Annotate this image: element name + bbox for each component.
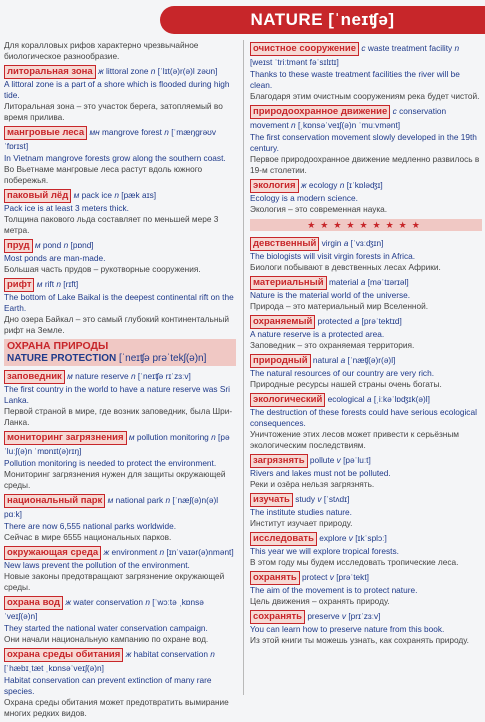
entry-head — [4, 189, 236, 203]
headword: сохранять — [250, 610, 305, 624]
headword: материальный — [250, 276, 327, 290]
headword: природный — [250, 354, 311, 368]
pronunciation: [ˈneɪʧə rɪˈzɜːv] — [137, 371, 191, 381]
headword: девственный — [250, 237, 319, 251]
intro-text: Для коралловых рифов характерно чрезвычайное биологическое разнообразие. — [4, 40, 199, 61]
headword: экология — [250, 179, 299, 193]
pronunciation: [weɪst ˈtriːtmənt fəˈsɪlɪtɪ] — [250, 57, 339, 67]
translation: mangrove forest — [102, 127, 162, 137]
entry-head — [4, 278, 236, 292]
dictionary-entry — [250, 276, 482, 312]
example-en: The biologists will visit virgin forests in Africa. — [250, 251, 416, 261]
pronunciation: [ˈlɪt(ə)r(ə)l zəʊn] — [157, 66, 218, 76]
part-of-speech: a — [340, 355, 346, 365]
example-en: The institute studies nature. — [250, 507, 352, 517]
column-divider — [243, 40, 244, 695]
entry-head — [4, 239, 236, 253]
dictionary-entry — [250, 354, 482, 390]
part-of-speech: n — [159, 547, 165, 557]
example-ru: Новые законы предотвращают загрязнение окружающей среды. — [4, 571, 225, 592]
section-title-ru: ОХРАНА ПРИРОДЫ — [7, 340, 109, 352]
entry-head — [250, 610, 482, 624]
right-entry-list — [250, 42, 482, 215]
dictionary-entry — [4, 239, 236, 275]
translation: protected — [317, 316, 353, 326]
example-en: A littoral zone is a part of a shore which is flooded during high tide. — [4, 79, 230, 100]
example-en: The first country in the world to have a nature reserve was Sri Lanka. — [4, 384, 230, 405]
grammar-tag: ж — [98, 66, 104, 76]
grammar-tag: м — [128, 432, 135, 442]
part-of-speech: n — [291, 120, 296, 130]
example-ru: Институт изучает природу. — [250, 518, 353, 528]
part-of-speech: v — [317, 494, 322, 504]
pronunciation: [ˌkɒnsəˈveɪʃ(ə)n ˈmuːvmənt] — [297, 120, 401, 130]
translation: study — [295, 494, 316, 504]
translation: rift — [44, 279, 55, 289]
example-ru: Природные ресурсы нашей страны очень богаты. — [250, 379, 442, 389]
example-ru: Толщина пакового льда составляет по меньшей мере 3 метра. — [4, 214, 219, 235]
headword: изучать — [250, 493, 293, 507]
dictionary-entry — [250, 42, 482, 102]
example-en: New laws prevent the pollution of the environment. — [4, 560, 190, 570]
translation: natural — [312, 355, 339, 365]
dictionary-entry — [250, 315, 482, 351]
example-en: You can learn how to preserve nature from this book. — [250, 624, 445, 634]
left-column — [4, 40, 236, 722]
translation: waste treatment facility — [367, 43, 453, 53]
headword: охраняемый — [250, 315, 315, 329]
example-ru: Дно озера Байкал – это самый глубокий континентальный рифт на Земле. — [4, 314, 230, 335]
dictionary-entry — [4, 494, 236, 543]
translation: preserve — [307, 611, 340, 621]
example-ru: Из этой книги ты можешь узнать, как сохранять природу. — [250, 635, 469, 645]
dictionary-entry — [250, 493, 482, 529]
part-of-speech: v — [329, 572, 334, 582]
dictionary-entry — [250, 532, 482, 568]
section-header — [4, 339, 236, 366]
headword: природоохранное движение — [250, 105, 390, 119]
pronunciation: [pɒnd] — [70, 240, 94, 250]
example-ru: Реки и озёра нельзя загрязнять. — [250, 479, 375, 489]
entry-head — [4, 648, 236, 675]
pronunciation: [ˌiːkəˈlɒʤɪk(ə)l] — [373, 394, 430, 404]
example-en: Habitat conservation can prevent extinction of many rare species. — [4, 675, 212, 696]
grammar-tag: м — [36, 279, 43, 289]
entry-head — [250, 179, 482, 193]
example-ru: Охрана среды обитания может предотвратить вымирание многих редких видов. — [4, 697, 229, 718]
pronunciation: [ˈwɔːtə ˌkɒnsəˈveɪʃ(ə)n] — [4, 597, 204, 621]
translation: protect — [302, 572, 328, 582]
example-en: Nature is the material world of the universe. — [250, 290, 411, 300]
headword: паковый лёд — [4, 189, 71, 203]
headword: загрязнять — [250, 454, 308, 468]
title-banner — [0, 0, 485, 36]
entry-head — [4, 431, 236, 458]
dictionary-entry — [4, 648, 236, 719]
example-en: A nature reserve is a protected area. — [250, 329, 385, 339]
entry-head — [4, 494, 236, 521]
translation: material — [328, 277, 359, 287]
example-en: Most ponds are man-made. — [4, 253, 106, 263]
headword: заповедник — [4, 370, 65, 384]
translation: habitat conservation — [133, 649, 208, 659]
right-entry-list-2 — [250, 237, 482, 646]
dictionary-entry — [250, 571, 482, 607]
translation: virgin — [321, 238, 342, 248]
pronunciation: [ˈstʌdɪ] — [323, 494, 350, 504]
entry-head — [250, 276, 482, 290]
entry-head — [250, 454, 482, 468]
entry-head — [250, 354, 482, 368]
part-of-speech: n — [114, 190, 119, 200]
part-of-speech: a — [343, 238, 349, 248]
part-of-speech: n — [211, 432, 216, 442]
pronunciation: [ˈvɜːʤɪn] — [350, 238, 384, 248]
example-ru: Биологи побывают в девственных лесах Африки. — [250, 262, 441, 272]
dictionary-entry — [250, 105, 482, 176]
part-of-speech: n — [150, 66, 156, 76]
left-entry-list — [4, 65, 236, 336]
part-of-speech: n — [339, 180, 345, 190]
translation: littoral zone — [106, 66, 149, 76]
translation: national park — [115, 495, 164, 505]
example-en: The natural resources of our country are very rich. — [250, 368, 434, 378]
entry-head — [4, 546, 236, 560]
example-ru: Мониторинг загрязнения нужен для защиты окружающей среды. — [4, 469, 226, 490]
headword: литоральная зона — [4, 65, 96, 79]
section-title-en — [7, 353, 233, 365]
pronunciation: [prəˈtektɪd] — [361, 316, 402, 326]
headword: охрана среды обитания — [4, 648, 123, 662]
part-of-speech: a — [354, 316, 360, 326]
pronunciation: [ɪˈkɒləʤɪ] — [346, 180, 383, 190]
left-entry-list-2 — [4, 370, 236, 719]
headword: пруд — [4, 239, 33, 253]
part-of-speech: v — [341, 611, 347, 621]
headword: экологический — [250, 393, 325, 407]
dictionary-entry — [4, 431, 236, 491]
grammar-tag: м — [34, 240, 41, 250]
pronunciation: [ˈhæbɪˌtæt ˌkɒnsəˈveɪʃ(ə)n] — [4, 663, 104, 673]
pronunciation: [ˈmæŋgrəʊv ˈfɒrɪst] — [4, 127, 217, 151]
grammar-tag: ж — [125, 649, 132, 659]
example-en: The first conservation movement slowly developed in the 19th century. — [250, 132, 477, 153]
example-ru: Они начали национальную кампанию по охране вод. — [4, 634, 209, 644]
part-of-speech: n — [165, 495, 171, 505]
translation: nature reserve — [75, 371, 129, 381]
pronunciation: [ɪnˈvaɪər(ə)nmənt] — [166, 547, 234, 557]
example-en: There are now 6,555 national parks worldwide. — [4, 521, 177, 531]
headword: охранять — [250, 571, 300, 585]
entry-head — [4, 596, 236, 623]
example-en: They started the national water conservation campaign. — [4, 623, 208, 633]
grammar-tag: м — [67, 371, 73, 381]
part-of-speech: v — [336, 455, 341, 465]
translation: pack ice — [81, 190, 113, 200]
translation: pond — [42, 240, 62, 250]
entry-head — [250, 532, 482, 546]
pronunciation: [məˈtɪərɪəl] — [367, 277, 409, 287]
translation: water conservation — [73, 597, 144, 607]
dictionary-entry — [4, 65, 236, 123]
part-of-speech: n — [56, 279, 61, 289]
dictionary-entry — [250, 610, 482, 646]
dictionary-entry — [4, 596, 236, 645]
part-of-speech: v — [348, 533, 353, 543]
grammar-tag: ж — [300, 180, 307, 190]
grammar-tag: м — [73, 190, 80, 200]
example-ru: Цель движения – охранять природу. — [250, 596, 390, 606]
example-en: This year we will explore tropical forests. — [250, 546, 399, 556]
pronunciation: [ˈnæʧ(ə)r(ə)l] — [347, 355, 396, 365]
entry-head — [4, 370, 236, 384]
stars-divider: ★★★★★★★★★ — [250, 219, 482, 231]
page-title: NATURE [ˈneɪʧə] — [250, 10, 395, 29]
example-ru: Уничтожение этих лесов может привести к серьёзным экологическим последствиям. — [250, 429, 460, 450]
example-ru: Первой страной в мире, где возник заповедник, была Шри-Ланка. — [4, 406, 233, 427]
translation: pollute — [309, 455, 335, 465]
pronunciation: [pæk aɪs] — [121, 190, 157, 200]
entry-head — [250, 315, 482, 329]
headword: мангровые леса — [4, 126, 87, 140]
entry-head — [4, 126, 236, 153]
grammar-tag: ж — [103, 547, 110, 557]
grammar-tag: мн — [89, 127, 100, 137]
grammar-tag: с — [392, 106, 397, 116]
part-of-speech: a — [360, 277, 366, 287]
translation: explore — [319, 533, 347, 543]
dictionary-entry — [250, 454, 482, 490]
part-of-speech: n — [454, 43, 460, 53]
example-en: Rivers and lakes must not be polluted. — [250, 468, 391, 478]
grammar-tag: ж — [65, 597, 72, 607]
pronunciation: [pəˈluːʃ(ə)n ˈmɒnɪt(ə)rɪŋ] — [4, 432, 230, 456]
headword: очистное сооружение — [250, 42, 359, 56]
section-pronunciation: [ˈneɪʧə prəˈtekʃ(ə)n] — [119, 353, 207, 364]
example-ru: Первое природоохранное движение медленно развилось в 19-м столетии. — [250, 154, 480, 175]
example-ru: В этом году мы будем исследовать тропические леса. — [250, 557, 459, 567]
part-of-speech: a — [366, 394, 372, 404]
part-of-speech: n — [145, 597, 150, 607]
example-ru: Заповедник – это охраняемая территория. — [250, 340, 415, 350]
translation: ecology — [308, 180, 338, 190]
dictionary-entry — [4, 189, 236, 236]
entry-head — [250, 571, 482, 585]
example-en: Pack ice is at least 3 meters thick. — [4, 203, 129, 213]
dictionary-entry — [4, 370, 236, 428]
pronunciation: [prɪˈzɜːv] — [348, 611, 381, 621]
grammar-tag: с — [361, 43, 366, 53]
translation: ecological — [327, 394, 365, 404]
translation: conservation movement — [250, 106, 447, 130]
headword: мониторинг загрязнения — [4, 431, 127, 445]
example-en: The aim of the movement is to protect nature. — [250, 585, 418, 595]
part-of-speech: n — [63, 240, 69, 250]
section-title-en-text: NATURE PROTECTION — [7, 353, 117, 364]
example-ru: Благодаря этим очистным сооружениям река будет чистой. — [250, 91, 480, 101]
entry-head — [250, 105, 482, 132]
dictionary-entry — [250, 393, 482, 451]
right-column — [250, 42, 482, 649]
dictionary-entry — [4, 546, 236, 593]
example-ru: Во Вьетнаме мангровые леса растут вдоль южного побережья. — [4, 164, 203, 185]
headword: окружающая среда — [4, 546, 101, 560]
pronunciation: [pəˈluːt] — [343, 455, 371, 465]
entry-head — [250, 237, 482, 251]
translation: pollution monitoring — [136, 432, 209, 442]
pronunciation: [ɪkˈsplɔː] — [355, 533, 387, 543]
entry-head — [4, 65, 236, 79]
headword: охрана вод — [4, 596, 63, 610]
part-of-speech: n — [164, 127, 169, 137]
example-ru: Экология – это современная наука. — [250, 204, 388, 214]
dictionary-entry — [4, 126, 236, 186]
dictionary-entry — [250, 237, 482, 273]
part-of-speech: n — [130, 371, 136, 381]
grammar-tag: м — [107, 495, 114, 505]
headword: рифт — [4, 278, 34, 292]
entry-head — [250, 393, 482, 407]
example-ru: Сейчас в мире 6555 национальных парков. — [4, 532, 172, 542]
example-en: In Vietnam mangrove forests grow along the southern coast. — [4, 153, 226, 163]
pronunciation: [ˈnæʃ(ə)n(ə)l pɑːk] — [4, 495, 219, 519]
entry-head — [250, 493, 482, 507]
part-of-speech: n — [210, 649, 215, 659]
entry-head — [250, 42, 482, 69]
headword: исследовать — [250, 532, 317, 546]
example-en: The destruction of these forests could have serious ecological consequences. — [250, 407, 477, 428]
example-ru: Природа – это материальный мир Вселенной. — [250, 301, 429, 311]
example-en: Ecology is a modern science. — [250, 193, 358, 203]
translation: environment — [111, 547, 158, 557]
dictionary-entry — [250, 179, 482, 215]
example-en: Thanks to these waste treatment facilities the river will be clean. — [250, 69, 460, 90]
pronunciation: [rɪft] — [63, 279, 79, 289]
example-en: Pollution monitoring is needed to protect the environment. — [4, 458, 217, 468]
example-ru: Большая часть прудов – рукотворные сооружения. — [4, 264, 201, 274]
dictionary-entry — [4, 278, 236, 336]
headword: национальный парк — [4, 494, 105, 508]
pronunciation: [prəˈtekt] — [336, 572, 369, 582]
example-en: The bottom of Lake Baikal is the deepest continental rift on the Earth. — [4, 292, 234, 313]
example-ru: Литоральная зона – это участок берега, затопляемый во время прилива. — [4, 101, 223, 122]
